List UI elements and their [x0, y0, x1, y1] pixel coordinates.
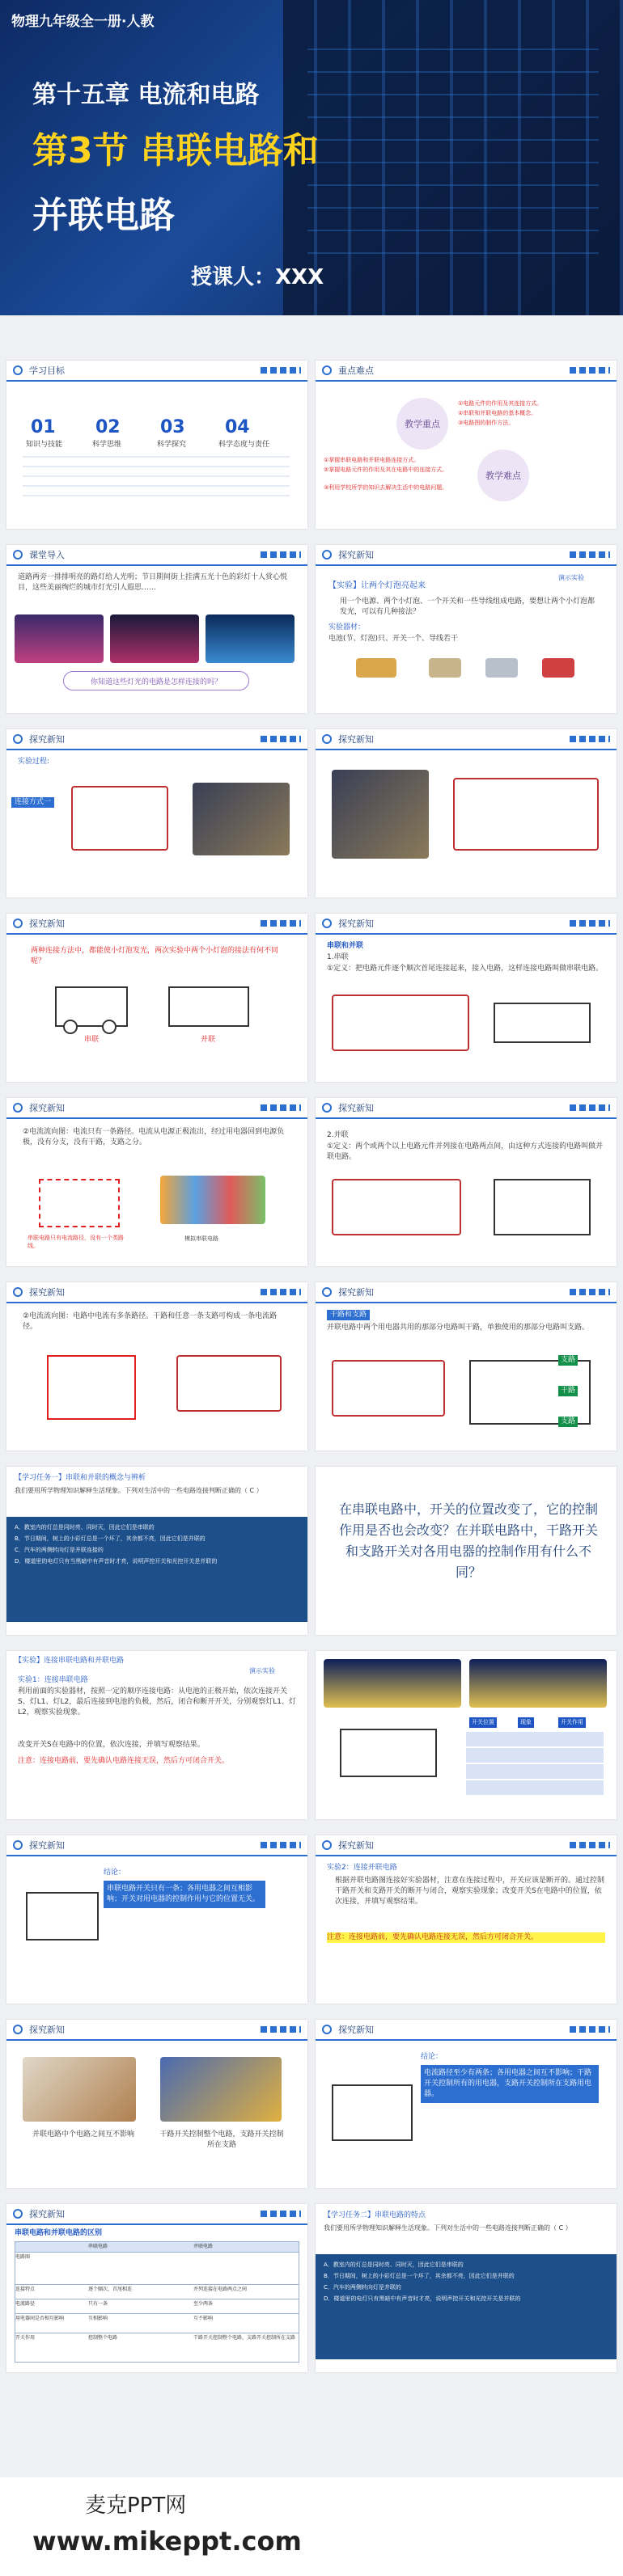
- slide-header: 课堂导入: [29, 550, 65, 560]
- circle-icon: [13, 2025, 23, 2034]
- table-cell: 连接特点: [15, 2287, 36, 2292]
- footer-watermark: [0, 2477, 623, 2576]
- process-label: 实验过程:: [18, 758, 50, 766]
- method-one-tag: 连接方式一: [11, 797, 54, 808]
- circle-icon: [13, 1287, 23, 1297]
- parallel-exp-sub: 实验2：连接并联电路: [327, 1864, 397, 1872]
- slide-series-current: [6, 1098, 307, 1266]
- circle-icon: [322, 918, 332, 928]
- cover-title-line1: 第3节 串联电路和: [32, 130, 319, 171]
- decor-bars: [570, 1289, 610, 1295]
- parallel-exp-note: 注意：连接电路前，要先确认电路连接无误，然后方可闭合开关。: [327, 1932, 605, 1943]
- bulb-icon: [102, 1020, 117, 1034]
- diff-item-2: ②掌握电路元件的作用及其在电路中的连接方式。: [324, 467, 448, 473]
- parallel-circuit: [168, 986, 249, 1027]
- slide-experiment-parallel: [316, 1835, 617, 2004]
- slide-series-conclusion: [6, 1835, 307, 2004]
- goal-num-4: 04: [225, 417, 250, 437]
- task-question: 我们要用所学物理知识解释生活现象。下列对生活中的一些电路连接判断正确的（ C ）: [15, 1487, 263, 1494]
- slide-parallel-photos: [6, 2020, 307, 2188]
- diff-item-3: ③利用学校所学的知识去解决生活中的电路问题。: [324, 484, 448, 491]
- city-lights-photo: [15, 614, 104, 663]
- slide-series-results: [316, 1651, 617, 1819]
- decor-bars: [261, 920, 301, 927]
- slide-header: 探究新知: [338, 2025, 374, 2035]
- parallel-item: 2.并联: [327, 1131, 349, 1139]
- wires-photo: [542, 658, 574, 678]
- task-header: 【学习任务一】串联和并联的概念与辨析: [15, 1474, 146, 1482]
- parallel-hands-photo: [332, 770, 429, 859]
- equip-label: 实验器材：: [328, 623, 366, 631]
- parallel-setup-photo: [453, 778, 599, 851]
- table-cell: 互相影响: [88, 2316, 108, 2321]
- slide-series-definition: [316, 914, 617, 1082]
- parallel-label: 并联: [201, 1036, 216, 1044]
- slide-header: 探究新知: [338, 918, 374, 929]
- hands-setup-photo: [193, 783, 290, 855]
- key-item-1: ①电路元件的作用及其连接方式。: [458, 400, 543, 407]
- decor-bars: [261, 1289, 301, 1295]
- slide-header: 探究新知: [338, 1840, 374, 1851]
- equip-list: 电池(节、灯泡)只、开关一个、导线若干: [328, 635, 459, 643]
- table-cell: [193, 2253, 299, 2284]
- slide-header: 探究新知: [338, 1103, 374, 1113]
- switch-photo: [485, 658, 518, 678]
- key-badge: 教学重点: [396, 398, 448, 450]
- slide-compare: [6, 914, 307, 1082]
- circle-icon: [322, 2025, 332, 2034]
- table-cell: [88, 2253, 193, 2284]
- table-cell: 逐个顺次、首尾相连: [88, 2287, 133, 2292]
- site-url[interactable]: www.mikeppt.com: [32, 2526, 302, 2557]
- table-row: [15, 2252, 299, 2284]
- circle-icon: [13, 2209, 23, 2219]
- series-conclusion-diagram: [26, 1892, 99, 1940]
- slide-task-two: [316, 2204, 617, 2372]
- exp-sub: 实验1：连接串联电路: [18, 1676, 88, 1684]
- series-photo: [332, 995, 469, 1051]
- goal-num-3: 03: [160, 417, 185, 437]
- parallel-conclusion-diagram: [332, 2084, 413, 2141]
- experiment-title: 【实验】让两个灯泡亮起来: [328, 581, 426, 590]
- option-c: C．汽车的两侧转向灯是并联的: [324, 2284, 401, 2291]
- slide-header: 探究新知: [338, 1287, 374, 1298]
- series-setup-photo: [71, 786, 168, 851]
- slide-header: 探究新知: [338, 734, 374, 745]
- parallel-photo-2: [160, 2057, 282, 2122]
- parallel-photo: [332, 1179, 461, 1235]
- goal-text-block: [23, 456, 290, 505]
- cover-chapter: 第十五章 电流和电路: [32, 81, 260, 109]
- battery-photo: [356, 658, 396, 678]
- slide-header: 探究新知: [29, 1840, 65, 1851]
- bulb-photo: [429, 658, 461, 678]
- header-cell: [15, 2242, 88, 2252]
- col-switch-role: 开关作用: [558, 1717, 586, 1728]
- intro-text: 道路两旁一排排明亮的路灯给人光明；节日期间街上挂满五光十色的彩灯十人赏心悦目，这些美丽绚烂的城市灯光引人遐思……: [18, 573, 288, 592]
- col-switch-pos: 开关位置: [469, 1717, 497, 1728]
- series-current-text: ②电流流向图：电流只有一条路径。电流从电源正极流出，经过用电器回到电源负极，没有分支，没有干路，支路之分。: [23, 1128, 285, 1147]
- table-cell: 干路开关控制整个电路，支路开关控制所在支路: [193, 2335, 296, 2341]
- slide-learning-goals: [6, 361, 307, 529]
- decor-bars: [261, 2026, 301, 2033]
- difference-table: [15, 2241, 299, 2363]
- slide-task-one: [6, 1467, 307, 1635]
- decor-bars: [261, 1104, 301, 1111]
- circle-icon: [322, 1840, 332, 1850]
- decor-bars: [261, 2211, 301, 2217]
- table-cell: 控制整个电路: [88, 2335, 118, 2341]
- demo-tag: 演示实验: [558, 574, 584, 581]
- series-result-diagram: [340, 1729, 437, 1777]
- switch-question: 在串联电路中，开关的位置改变了，它的控制作用是否也会改变？在并联电路中，干路开关和支路开关对各用电器的控制作用有什么不同？: [338, 1501, 598, 1580]
- goal-num-1: 01: [31, 417, 56, 437]
- night-street-photo: [110, 614, 199, 663]
- slide-header: 探究新知: [29, 1103, 65, 1113]
- slide-parallel-current: [6, 1282, 307, 1451]
- table-row: [15, 2284, 299, 2299]
- slide-experiment-series: [6, 1651, 307, 1819]
- parallel-diagram: [494, 1179, 591, 1235]
- slide-process-2: [316, 729, 617, 897]
- decor-bars: [261, 551, 301, 558]
- decor-bars: [570, 367, 610, 374]
- header-cell: 并联电路: [193, 2244, 214, 2249]
- slide-header: 探究新知: [29, 918, 65, 929]
- slide-header: 探究新知: [29, 2025, 65, 2035]
- task-question: 我们要用所学物理知识解释生活现象。下列对生活中的一些电路连接判断正确的（ C ）: [324, 2224, 572, 2232]
- conclusion-label: 结论：: [104, 1869, 126, 1877]
- model-caption: 模拟串联电路: [184, 1235, 218, 1242]
- option-d: D．楼道里的电灯只有黑暗中有声音时才亮，说明声控开关和光控开关是并联的: [324, 2295, 521, 2302]
- exp-header: 【实验】连接串联电路和并联电路: [15, 1657, 125, 1665]
- option-a: A．教室内的灯总是同时亮、同时灭，因此它们是串联的: [324, 2261, 464, 2268]
- table-title: 串联电路和并联电路的区别: [15, 2229, 103, 2237]
- server-light-image: [307, 32, 599, 275]
- exp-text-2: 改变开关S在电路中的位置，依次连接，并填写观察结果。: [18, 1741, 205, 1749]
- slide-header: 探究新知: [29, 1287, 65, 1298]
- circle-icon: [13, 365, 23, 375]
- diff-item-1: ①掌握串联电路和并联电路连接方式。: [324, 457, 420, 463]
- decor-bars: [261, 367, 301, 374]
- slide-header: 探究新知: [338, 550, 374, 560]
- experiment-text: 用一个电源、两个小灯泡、一个开关和一些导线组成电路，要想让两个小灯泡都发光，可以有几种接法？: [340, 598, 595, 616]
- slide-header: 探究新知: [29, 2209, 65, 2219]
- slide-header: 学习目标: [29, 365, 65, 376]
- parallel-flow-photo: [176, 1355, 282, 1412]
- table-cell: 只有一条: [88, 2301, 108, 2307]
- site-name: 麦克PPT网: [85, 2494, 187, 2518]
- key-item-2: ②串联和并联电路的基本概念。: [458, 410, 537, 416]
- trunk-label: 干路: [558, 1386, 578, 1396]
- table-cell: 并列连接在电路两点之间: [193, 2287, 248, 2292]
- series-label: 串联: [84, 1036, 100, 1044]
- series-result-photo: [324, 1659, 461, 1708]
- slide-trunk-branch: [316, 1282, 617, 1451]
- header-cell: 串联电路: [88, 2244, 108, 2249]
- circle-icon: [13, 734, 23, 744]
- decor-bars: [570, 1104, 610, 1111]
- intro-question: 你知道这些灯光的电路是怎样连接的吗？: [63, 671, 249, 690]
- series-conclusion: 串联电路开关只有一条；各用电器之间互相影响；开关对用电器的控制作用与它的位置无关。: [104, 1881, 265, 1908]
- decor-bars: [261, 1842, 301, 1848]
- col-phenomenon: 现象: [518, 1717, 534, 1728]
- circle-icon: [13, 918, 23, 928]
- slide-parallel-definition: [316, 1098, 617, 1266]
- difficulty-badge: 教学难点: [477, 450, 529, 501]
- exp-note: 注意：连接电路前，要先确认电路连接无误，然后方可闭合开关。: [18, 1757, 230, 1765]
- branch-label-1: 支路: [558, 1355, 578, 1366]
- slide-difference-table: [6, 2204, 307, 2372]
- circle-icon: [13, 550, 23, 560]
- goal-label-3: 科学探究: [157, 441, 187, 449]
- goal-label-1: 知识与技能: [26, 441, 63, 449]
- table-row: [15, 2299, 299, 2313]
- option-c: C．汽车的两侧转向灯是并联连接的: [15, 1547, 104, 1553]
- parallel-conclusion: 电流路径至少有两条；各用电器之间互不影响；干路开关控制所有的用电器，支路开关控制所在支路用电器。: [421, 2065, 599, 2103]
- goal-label-2: 科学思维: [92, 441, 122, 449]
- concept-title: 串联和并联: [327, 942, 364, 950]
- option-b: B．节日期间，树上的小彩灯总是一个坏了，其余都不亮，因此它们是并联的: [324, 2273, 515, 2279]
- option-a: A．教室内的灯总是同时亮、同时灭，因此它们是串联的: [15, 1524, 155, 1531]
- cover-brand: 物理九年级全一册·人教: [11, 14, 155, 30]
- parallel-definition: ①定义：两个或两个以上电路元件并列接在电路两点间，由这种方式连接的电路叫做并联电路。: [327, 1142, 604, 1161]
- trunk-branch-tag: 干路和支路: [327, 1310, 370, 1320]
- branch-label-2: 支路: [558, 1417, 578, 1427]
- table-cell: 用电器间是否相互影响: [15, 2316, 65, 2321]
- task-answer-panel: [316, 2254, 617, 2359]
- demo-tag: 演示实验: [249, 1667, 275, 1674]
- conclusion-label: 结论：: [421, 2053, 443, 2061]
- circle-icon: [322, 365, 332, 375]
- option-b: B．节日期间，树上的小彩灯总是一个坏了，其余都不亮，因此它们是并联的: [15, 1535, 206, 1542]
- slide-switch-question: [316, 1467, 617, 1635]
- circle-icon: [322, 734, 332, 744]
- circle-icon: [322, 1287, 332, 1297]
- decor-bars: [570, 920, 610, 927]
- task-header: 【学习任务二】串联电路的特点: [324, 2211, 426, 2219]
- option-d: D．楼道里的电灯只有当黑暗中有声音时才亮，说明声控开关和光控开关是并联的: [15, 1558, 218, 1565]
- series-diagram: [494, 1003, 591, 1043]
- table-cell: 互不影响: [193, 2316, 214, 2321]
- bulb-icon: [63, 1020, 78, 1034]
- slide-intro: [6, 545, 307, 713]
- decor-bars: [570, 551, 610, 558]
- table-row: [15, 2333, 299, 2352]
- circle-icon: [13, 1103, 23, 1113]
- circle-icon: [322, 1103, 332, 1113]
- goal-num-2: 02: [95, 417, 121, 437]
- task-answer-panel: [6, 1517, 307, 1622]
- parallel-current-text: ②电流流向图：电路中电流有多条路径。干路和任意一条支路可构成一条电流路径。: [23, 1312, 278, 1331]
- parallel-flow-diagram: [47, 1355, 136, 1420]
- slide-header: 重点难点: [338, 365, 374, 376]
- decor-bars: [261, 736, 301, 742]
- kids-chain-image: [160, 1176, 265, 1224]
- table-cell: 开关作用: [15, 2335, 36, 2341]
- table-cell: 电流路径: [15, 2301, 36, 2307]
- caption-2: 干路开关控制整个电路，支路开关控制所在支路: [159, 2130, 284, 2149]
- slide-key-points: [316, 361, 617, 529]
- decor-bars: [570, 736, 610, 742]
- trunk-branch-text: 并联电路中两个用电器共用的那部分电路叫干路，单独使用的那部分电路叫支路。: [327, 1324, 590, 1332]
- series-item: 1.串联: [327, 953, 349, 961]
- compare-question: 两种连接方法中，都能使小灯泡发光，两次实验中两个小灯泡的接法有何不同呢？: [31, 947, 279, 965]
- table-cell: 电路图: [15, 2254, 31, 2260]
- night-bridge-photo: [206, 614, 295, 663]
- parallel-exp-text: 根据并联电路图连接好实验器材，注意在连接过程中，开关应该是断开的。通过控制干路开关和支路开关的断开与闭合，观察实验现象；改变开关S在电路中的位置，依次连接，并填写观察结果。: [335, 1877, 605, 1906]
- slide-experiment-intro: [316, 545, 617, 713]
- cover-slide: [0, 0, 623, 315]
- cover-title-line2: 并联电路: [32, 195, 175, 236]
- slide-parallel-conclusion: [316, 2020, 617, 2188]
- series-caption: 串联电路只有电流路径，没有一个类路线。: [28, 1235, 124, 1249]
- slide-header: 探究新知: [29, 734, 65, 745]
- circle-icon: [322, 550, 332, 560]
- decor-bars: [570, 2026, 610, 2033]
- caption-1: 并联电路中个电路之间互不影响: [32, 2130, 134, 2139]
- decor-bars: [570, 1842, 610, 1848]
- table-cell: 至少两条: [193, 2301, 214, 2307]
- table-header: [15, 2242, 299, 2252]
- key-item-3: ③电路图的制作方法。: [458, 420, 515, 426]
- cover-teacher: 授课人：XXX: [191, 265, 324, 289]
- results-table: [466, 1730, 604, 1795]
- series-flow-diagram: [39, 1179, 120, 1227]
- circle-icon: [13, 1840, 23, 1850]
- series-result-photo-2: [469, 1659, 607, 1708]
- table-row: [15, 2313, 299, 2333]
- slide-process: [6, 729, 307, 897]
- series-definition: ①定义：把电路元件逐个顺次首尾连接起来，接入电路，这样连接电路叫做串联电路。: [327, 965, 604, 973]
- trunk-photo: [332, 1360, 445, 1417]
- goal-label-4: 科学态度与责任: [218, 441, 270, 449]
- parallel-photo-1: [23, 2057, 136, 2122]
- exp-text: 利用前面的实验器材，按照一定的顺序连接电路：从电池的正极开始，依次连接开关S、灯L1、灯L2，最后连接到电池的负极，然后，闭合和断开开关，分别观察灯L1、灯L2，观察实验现象。: [18, 1687, 296, 1717]
